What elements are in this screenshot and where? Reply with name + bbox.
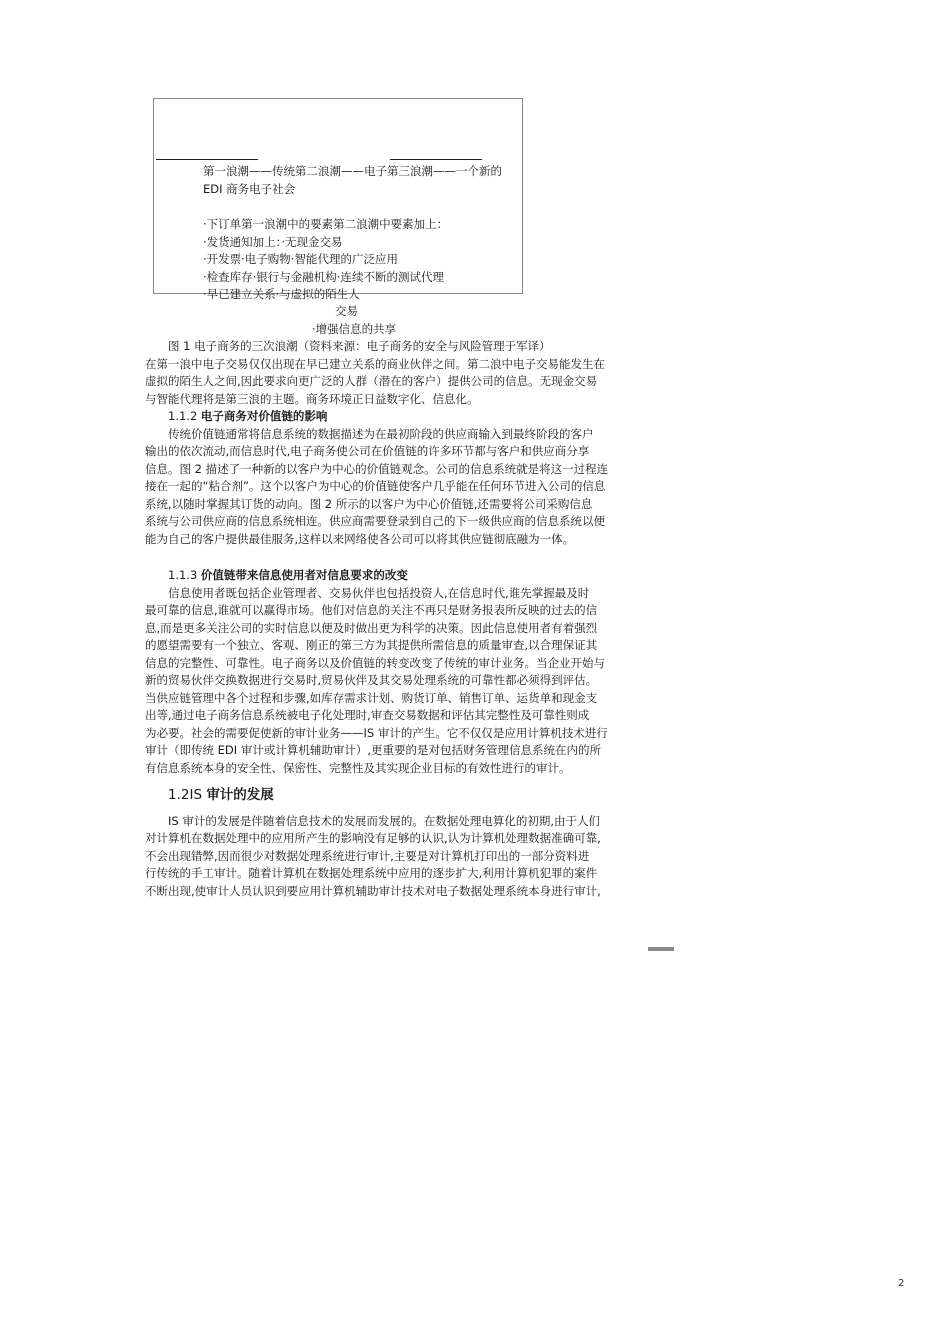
paragraph-line: 对计算机在数据处理中的应用所产生的影响没有足够的认识,认为计算机处理数据准确可靠, [145,831,601,845]
section-number: 1.1.3 [168,568,201,582]
figure-item: ·检查库存·银行与金融机构·连续不断的测试代理 [203,270,444,284]
section-heading-1-2 [168,785,274,805]
section-heading-1-1-2 [168,407,327,425]
paragraph-line: 虚拟的陌生人之间,因此要求向更广泛的人群（潜在的客户）提供公司的信息。无现金交易 [145,374,598,388]
section-number: 1.2IS [168,787,207,803]
paragraph-line: 接在一起的“粘合剂”。这个以客户为中心的价值链使客户几乎能在任何环节进入公司的信息 [145,479,606,493]
paragraph-line: 信息使用者既包括企业管理者、交易伙伴也包括投资人,在信息时代,谁先掌握最及时 [145,586,590,600]
figure-caption: 图 1 电子商务的三次浪潮（资料来源：电子商务的安全与风险管理于军译） [168,339,551,353]
section-title: 电子商务对价值链的影响 [200,409,328,423]
section-number: 1.1.2 [168,409,201,423]
figure-subtitle-line: EDI 商务电子社会 [203,182,296,196]
paragraph-line: 信息的完整性、可靠性。电子商务以及价值链的转变改变了传统的审计业务。当企业开始与 [145,656,605,670]
section-title: 价值链带来信息使用者对信息要求的改变 [200,568,408,582]
figure-item: ·下订单第一浪潮中的要素第二浪潮中要素加上： [203,217,449,231]
paragraph-line: 不会出现错弊,因而很少对数据处理系统进行审计,主要是对计算机打印出的一部分资料进 [145,849,590,863]
decorative-dash [648,947,674,951]
figure-item: ·开发票·电子购物·智能代理的广泛应用 [203,252,398,266]
paragraph-line: 为必要。社会的需要促使新的审计业务——IS 审计的产生。它不仅仅是应用计算机技术进行 [145,726,608,740]
paragraph-line: 与智能代理将是第三浪的主题。商务环境正日益数字化、信息化。 [145,392,479,406]
paragraph-line: 有信息系统本身的安全性、保密性、完整性及其实现企业目标的有效性进行的审计。 [145,761,571,775]
paragraph-line: 出等,通过电子商务信息系统被电子化处理时,审查交易数据和评估其完整性及可靠性则成 [145,708,590,722]
paragraph-line: 系统与公司供应商的信息系统相连。供应商需要登录到自己的下一级供应商的信息系统以便 [145,514,605,528]
figure-overflow-text: 交易 [335,304,358,318]
paragraph-line: 最可靠的信息,谁就可以赢得市场。他们对信息的关注不再只是财务报表所反映的过去的信 [145,603,598,617]
paragraph-line: 在第一浪中电子交易仅仅出现在早已建立关系的商业伙伴之间。第二浪中电子交易能发生在 [145,357,605,371]
page-number: 2 [898,1278,905,1289]
paragraph-line: 系统,以随时掌握其订货的动向。图 2 所示的以客户为中心价值链,还需要将公司采购信息 [145,497,593,511]
section-heading-1-1-3 [168,566,408,584]
paragraph-line: 审计（即传统 EDI 审计或计算机辅助审计）,更重要的是对包括财务管理信息系统在内的所 [145,743,601,757]
paragraph-line: 新的贸易伙伴交换数据进行交易时,贸易伙伴及其交易处理系统的可靠性都必须得到评估。 [145,673,598,687]
paragraph-line: 行传统的手工审计。随着计算机在数据处理系统中应用的逐步扩大,利用计算机犯罪的案件 [145,866,598,880]
figure-item: ·早已建立关系·与虚拟的陌生人 [203,287,360,301]
figure-rule-right [390,159,482,160]
paragraph-line: 信息。图 2 描述了一种新的以客户为中心的价值链观念。公司的信息系统就是将这一过程连 [145,462,609,476]
paragraph-line: 当供应链管理中各个过程和步骤,如库存需求计划、购货订单、销售订单、运货单和现金支 [145,691,598,705]
paragraph-line: 息,而是更多关注公司的实时信息以便及时做出更为科学的决策。因此信息使用者有着强烈 [145,621,598,635]
paragraph-line: 输出的依次流动,而信息时代,电子商务使公司在价值链的许多环节都与客户和供应商分享 [145,444,590,458]
figure-item: ·发货通知加上：·无现金交易 [203,235,343,249]
paragraph-line: 能为自己的客户提供最佳服务,这样以来网络使各公司可以将其供应链彻底融为一体。 [145,532,575,546]
figure-title-line: 第一浪潮——传统第二浪潮——电子第三浪潮——一个新的 [203,164,502,178]
figure-overflow-text: ·增强信息的共享 [312,322,397,336]
paragraph-line: 的愿望需要有一个独立、客观、刚正的第三方为其提供所需信息的质量审查,以合理保证其 [145,638,598,652]
figure-rule-left [156,159,258,160]
section-title: 审计的发展 [206,787,274,803]
paragraph-line: 传统价值链通常将信息系统的数据描述为在最初阶段的供应商输入到最终阶段的客户 [145,427,594,441]
paragraph-line: IS 审计的发展是伴随着信息技术的发展而发展的。在数据处理电算化的初期,由于人们 [145,814,600,828]
paragraph-line: 不断出现,使审计人员认识到要应用计算机辅助审计技术对电子数据处理系统本身进行审计, [145,884,601,898]
